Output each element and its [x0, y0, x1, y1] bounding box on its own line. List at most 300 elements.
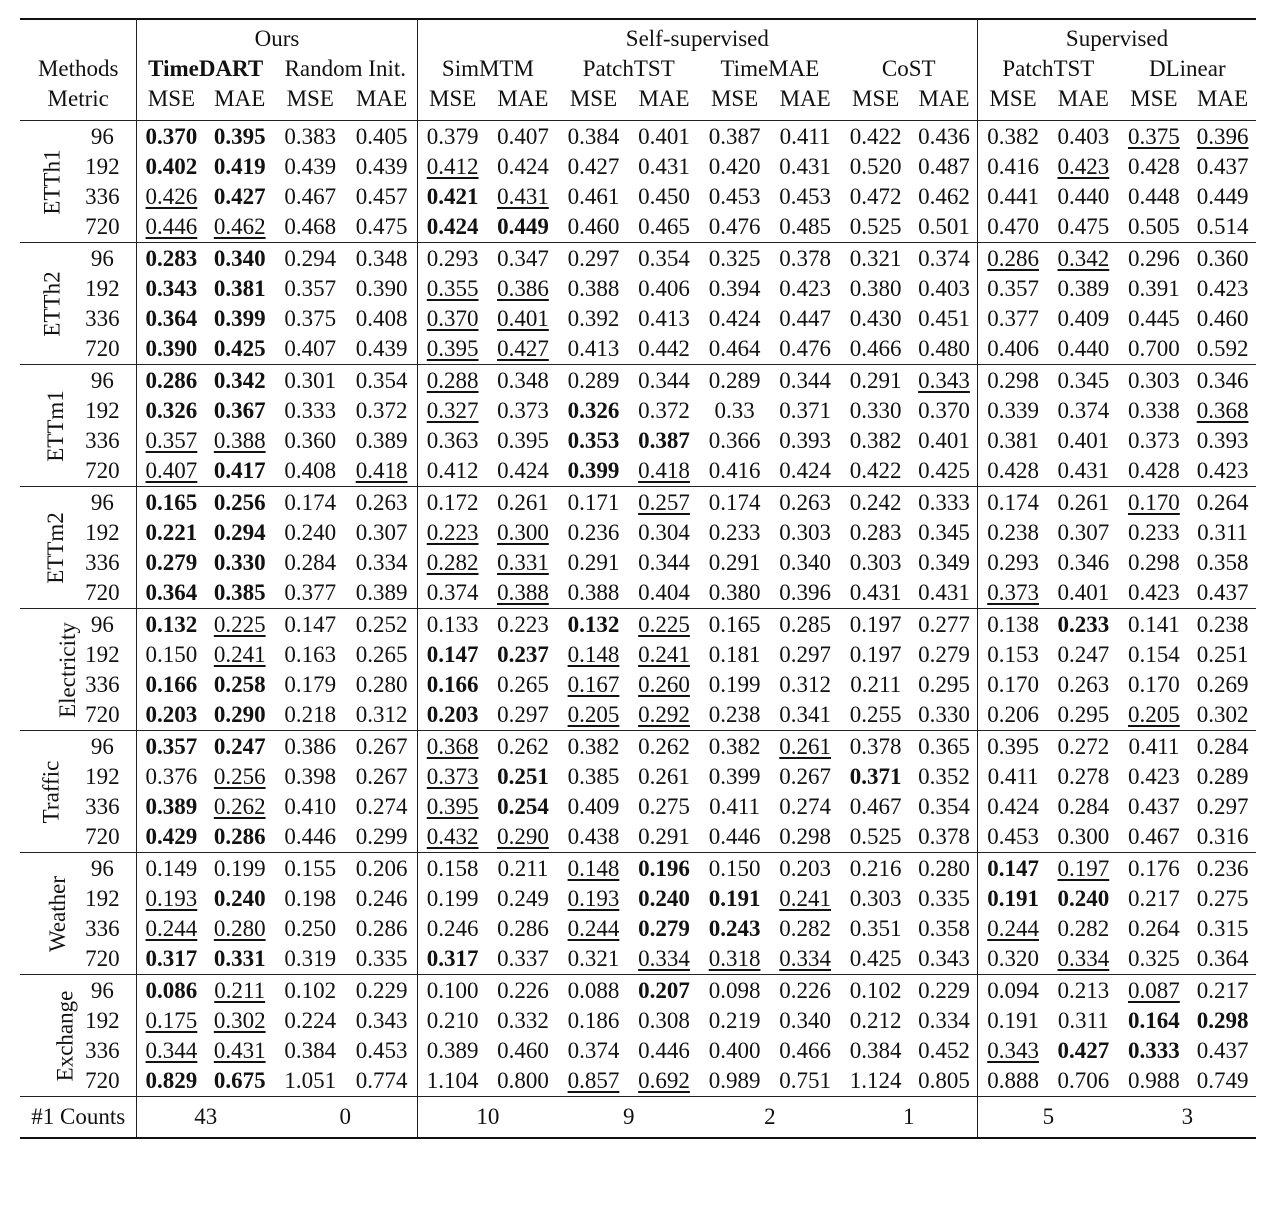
mae-cell: 0.233 [1057, 612, 1110, 637]
mse-cell: 0.102 [284, 978, 337, 1003]
table-row [20, 974, 1256, 1006]
horizon-cell: 192 [68, 518, 137, 548]
dataset-label: ETTh2 [39, 271, 65, 337]
mse-cell: 0.148 [567, 856, 620, 881]
mae-cell: 0.252 [347, 608, 418, 640]
mse-cell: 0.344 [145, 1038, 198, 1063]
mse-cell: 0.199 [426, 886, 479, 911]
mae-cell: 0.774 [347, 1066, 418, 1096]
mae-cell: 0.387 [638, 428, 690, 453]
mae-cell: 0.371 [779, 398, 831, 423]
table-row [20, 426, 1256, 456]
mae-cell: 0.480 [911, 334, 978, 364]
mae-cell: 0.315 [1196, 916, 1249, 941]
table-row [20, 304, 1256, 334]
mae-cell: 0.274 [347, 792, 418, 822]
mae-cell: 0.436 [911, 120, 978, 152]
table-row [20, 762, 1256, 792]
mae-cell: 0.343 [911, 944, 978, 974]
mse-cell: 0.380 [849, 276, 902, 301]
horizon-cell: 336 [68, 914, 137, 944]
mae-cell: 0.225 [213, 612, 266, 637]
horizon-cell: 336 [68, 792, 137, 822]
group-self-supervised: Self-supervised [417, 18, 977, 54]
mae-cell: 0.675 [213, 1068, 266, 1093]
mae-cell: 0.389 [347, 578, 418, 608]
mse-cell: 0.326 [567, 398, 620, 423]
mse-cell: 0.343 [145, 276, 198, 301]
metric-mae: MAE [638, 86, 690, 111]
mse-cell: 0.438 [567, 824, 620, 849]
mae-cell: 0.485 [779, 214, 831, 239]
mse-cell: 0.203 [426, 702, 479, 727]
mse-cell: 0.428 [1128, 154, 1180, 179]
mse-cell: 0.224 [284, 1008, 337, 1033]
mse-cell: 0.366 [708, 428, 761, 453]
mse-cell: 0.339 [987, 398, 1039, 423]
table-row [20, 578, 1256, 608]
metric-mse: MSE [569, 86, 618, 111]
mae-cell: 0.372 [638, 398, 690, 423]
mae-cell: 0.275 [1196, 886, 1249, 911]
mse-cell: 0.426 [145, 184, 198, 209]
mse-cell: 0.319 [284, 946, 337, 971]
header-row-groups [20, 18, 1256, 54]
mse-cell: 0.100 [426, 978, 479, 1003]
dataset-label: ETTm2 [42, 512, 68, 584]
table-row [20, 242, 1256, 274]
horizon-cell: 96 [68, 486, 137, 518]
mae-cell: 0.352 [911, 762, 978, 792]
table-row [20, 364, 1256, 396]
mse-cell: 0.240 [284, 520, 337, 545]
mae-cell: 0.337 [497, 946, 549, 971]
mse-cell: 0.166 [426, 672, 479, 697]
mse-cell: 0.370 [145, 124, 198, 149]
mse-cell: 0.422 [849, 124, 902, 149]
header-row-methods [20, 54, 1256, 84]
mse-cell: 0.374 [426, 580, 479, 605]
mse-cell: 0.094 [987, 978, 1039, 1003]
mse-cell: 0.166 [145, 672, 198, 697]
mae-cell: 0.401 [911, 426, 978, 456]
mse-cell: 0.264 [1128, 916, 1180, 941]
dataset-label: Traffic [38, 760, 64, 824]
mse-cell: 0.291 [849, 368, 902, 393]
mse-cell: 0.446 [284, 824, 337, 849]
mse-cell: 0.398 [284, 764, 337, 789]
mae-cell: 0.465 [638, 214, 690, 239]
mae-cell: 0.262 [213, 794, 266, 819]
count-cell: 2 [764, 1104, 776, 1129]
mae-cell: 0.333 [911, 486, 978, 518]
mae-cell: 0.206 [347, 852, 418, 884]
mae-cell: 0.240 [1057, 886, 1110, 911]
mae-cell: 0.197 [1057, 856, 1110, 881]
mae-cell: 0.373 [497, 398, 549, 423]
mse-cell: 0.205 [1128, 702, 1180, 727]
method-cost: CoST [840, 54, 977, 84]
mae-cell: 0.427 [497, 336, 549, 361]
metric-mae: MAE [1197, 86, 1249, 111]
mse-cell: 0.138 [987, 612, 1039, 637]
mse-cell: 0.164 [1128, 1008, 1180, 1033]
dataset-name [20, 852, 71, 974]
mse-cell: 0.191 [987, 886, 1039, 911]
mae-cell: 0.226 [497, 978, 549, 1003]
mae-cell: 0.286 [347, 914, 418, 944]
mse-cell: 0.399 [567, 458, 620, 483]
mse-cell: 0.428 [1128, 458, 1180, 483]
mse-cell: 0.466 [849, 336, 902, 361]
horizon-cell: 336 [68, 670, 137, 700]
mse-cell: 0.238 [987, 520, 1039, 545]
mae-cell: 0.447 [779, 306, 831, 331]
mse-cell: 0.293 [987, 550, 1039, 575]
mse-cell: 0.423 [1128, 580, 1180, 605]
mse-cell: 0.170 [1128, 490, 1180, 515]
mae-cell: 0.238 [1196, 612, 1249, 637]
mse-cell: 0.216 [849, 856, 902, 881]
mse-cell: 0.286 [145, 368, 198, 393]
mse-cell: 0.408 [284, 458, 337, 483]
mse-cell: 0.296 [1128, 246, 1180, 271]
mae-cell: 0.282 [779, 916, 831, 941]
mae-cell: 0.452 [911, 1036, 978, 1066]
mse-cell: 0.303 [849, 550, 902, 575]
metric-mse: MSE [989, 86, 1037, 111]
mae-cell: 0.280 [911, 852, 978, 884]
mae-cell: 0.431 [638, 154, 690, 179]
metric-mae: MAE [1057, 86, 1109, 111]
mae-cell: 0.251 [497, 764, 549, 789]
mae-cell: 0.199 [213, 856, 266, 881]
mse-cell: 0.149 [145, 856, 198, 881]
mse-cell: 0.375 [284, 306, 337, 331]
count-cell: 43 [194, 1104, 218, 1129]
mae-cell: 0.348 [347, 242, 418, 274]
horizon-cell: 336 [68, 548, 137, 578]
horizon-cell: 192 [68, 152, 137, 182]
mae-cell: 0.307 [1057, 520, 1110, 545]
mae-cell: 0.265 [497, 672, 549, 697]
mae-cell: 0.395 [497, 428, 549, 453]
mae-cell: 0.349 [911, 548, 978, 578]
mse-cell: 0.432 [426, 824, 479, 849]
horizon-cell: 720 [68, 1066, 137, 1096]
horizon-cell: 96 [68, 852, 137, 884]
mae-cell: 0.256 [213, 764, 266, 789]
mse-cell: 0.370 [426, 306, 479, 331]
mae-cell: 0.389 [347, 426, 418, 456]
mse-cell: 0.374 [567, 1038, 620, 1063]
mae-cell: 0.290 [497, 824, 549, 849]
mae-cell: 0.423 [1057, 154, 1110, 179]
mse-cell: 0.221 [145, 520, 198, 545]
mse-cell: 0.382 [987, 124, 1039, 149]
dataset-name [20, 364, 68, 486]
dataset-label: Weather [45, 875, 71, 953]
mse-cell: 0.163 [284, 642, 337, 667]
table-row [20, 212, 1256, 242]
dataset-name [20, 974, 78, 1096]
mae-cell: 0.345 [911, 518, 978, 548]
metric-mae: MAE [347, 84, 418, 120]
mse-cell: 0.279 [145, 550, 198, 575]
mae-cell: 0.247 [213, 734, 266, 759]
mae-cell: 0.406 [638, 276, 690, 301]
mse-cell: 0.476 [708, 214, 761, 239]
mse-cell: 0.409 [567, 794, 620, 819]
mae-cell: 0.431 [1057, 458, 1110, 483]
mse-cell: 0.378 [849, 734, 902, 759]
mae-cell: 0.449 [1196, 184, 1249, 209]
mae-cell: 0.300 [497, 520, 549, 545]
mae-cell: 0.431 [779, 154, 831, 179]
mae-cell: 0.475 [1057, 214, 1110, 239]
count-cell: 9 [623, 1104, 635, 1129]
mse-cell: 0.437 [1128, 794, 1180, 819]
horizon-cell: 96 [68, 242, 137, 274]
mse-cell: 0.244 [987, 916, 1039, 941]
mae-cell: 0.378 [911, 822, 978, 852]
mae-cell: 0.312 [347, 700, 418, 730]
mse-cell: 0.206 [987, 702, 1039, 727]
mae-cell: 0.381 [213, 276, 266, 301]
mae-cell: 0.241 [213, 642, 266, 667]
mse-cell: 0.413 [567, 336, 620, 361]
table-row [20, 486, 1256, 518]
mse-cell: 0.284 [284, 550, 337, 575]
mse-cell: 0.217 [1128, 886, 1180, 911]
mae-cell: 0.425 [213, 336, 266, 361]
mae-cell: 0.334 [347, 548, 418, 578]
mae-cell: 0.411 [779, 124, 831, 149]
mse-cell: 0.446 [145, 214, 198, 239]
mse-cell: 0.246 [426, 916, 479, 941]
mae-cell: 0.263 [1057, 672, 1110, 697]
table-row [20, 518, 1256, 548]
mae-cell: 0.257 [638, 490, 690, 515]
mae-cell: 0.263 [347, 486, 418, 518]
mse-cell: 0.086 [145, 978, 198, 1003]
mse-cell: 0.390 [145, 336, 198, 361]
mse-cell: 0.472 [849, 184, 902, 209]
horizon-cell: 192 [68, 1006, 137, 1036]
mae-cell: 0.374 [911, 242, 978, 274]
mae-cell: 0.348 [497, 368, 549, 393]
mse-cell: 0.429 [145, 824, 198, 849]
mse-cell: 0.453 [987, 824, 1039, 849]
mae-cell: 0.592 [1196, 336, 1249, 361]
mse-cell: 0.371 [849, 764, 902, 789]
mse-cell: 0.368 [426, 734, 479, 759]
mae-cell: 0.334 [638, 946, 690, 971]
mse-cell: 0.392 [567, 306, 620, 331]
mae-cell: 0.440 [1057, 184, 1110, 209]
mse-cell: 0.357 [145, 428, 198, 453]
mae-cell: 0.385 [213, 580, 266, 605]
table-row [20, 1036, 1256, 1066]
mse-cell: 0.198 [284, 886, 337, 911]
mse-cell: 0.193 [567, 886, 620, 911]
mae-cell: 0.311 [1057, 1008, 1109, 1033]
mse-cell: 0.191 [987, 1008, 1039, 1033]
mae-cell: 0.269 [1196, 672, 1249, 697]
mse-cell: 0.212 [849, 1008, 902, 1033]
mse-cell: 0.289 [708, 368, 761, 393]
mse-cell: 0.154 [1128, 642, 1180, 667]
horizon-cell: 720 [68, 944, 137, 974]
mse-cell: 0.288 [426, 368, 479, 393]
mae-cell: 0.451 [911, 304, 978, 334]
count-cell: 5 [1042, 1104, 1055, 1129]
mse-cell: 0.155 [284, 856, 337, 881]
mae-cell: 0.284 [1057, 794, 1110, 819]
method-simmtm: SimMTM [441, 56, 534, 81]
mae-cell: 0.290 [213, 702, 266, 727]
mse-cell: 0.293 [426, 246, 479, 271]
mae-cell: 0.237 [497, 642, 549, 667]
mae-cell: 0.360 [1196, 246, 1249, 271]
mae-cell: 0.427 [213, 184, 266, 209]
mse-cell: 0.291 [567, 550, 620, 575]
mse-cell: 0.468 [284, 214, 337, 239]
mse-cell: 0.384 [849, 1038, 902, 1063]
mse-cell: 0.373 [1128, 428, 1180, 453]
mae-cell: 0.335 [911, 884, 978, 914]
mse-cell: 0.303 [849, 886, 902, 911]
mse-cell: 0.446 [708, 824, 761, 849]
mse-cell: 0.445 [1128, 306, 1180, 331]
counts-row [20, 1096, 1256, 1138]
table-row [20, 274, 1256, 304]
table-row [20, 1066, 1256, 1096]
mse-cell: 0.406 [987, 336, 1039, 361]
table-row [20, 700, 1256, 730]
count-cell: 10 [476, 1104, 500, 1129]
mse-cell: 0.297 [567, 246, 620, 271]
horizon-cell: 720 [68, 822, 137, 852]
mse-cell: 0.373 [426, 764, 479, 789]
metric-mse: MSE [147, 86, 196, 111]
mae-cell: 0.418 [347, 456, 418, 486]
mse-cell: 0.382 [567, 734, 620, 759]
mse-cell: 0.357 [284, 276, 337, 301]
mse-cell: 0.317 [145, 946, 198, 971]
mse-cell: 1.104 [426, 1068, 479, 1093]
mae-cell: 0.370 [911, 396, 978, 426]
block-rule [20, 608, 1256, 609]
mae-cell: 0.409 [1057, 306, 1110, 331]
mae-cell: 0.225 [638, 612, 690, 637]
mse-cell: 0.199 [708, 672, 761, 697]
mse-cell: 0.150 [708, 856, 761, 881]
mae-cell: 0.261 [779, 734, 831, 759]
mse-cell: 0.170 [1128, 672, 1180, 697]
metric-mae: MAE [497, 86, 549, 111]
mse-cell: 0.377 [987, 306, 1039, 331]
mse-cell: 0.244 [145, 916, 198, 941]
mae-cell: 0.460 [1196, 306, 1249, 331]
mae-cell: 0.423 [1196, 458, 1249, 483]
mse-cell: 0.424 [987, 794, 1039, 819]
mae-cell: 0.340 [213, 246, 266, 271]
mae-cell: 0.476 [779, 336, 831, 361]
mae-cell: 0.241 [638, 642, 690, 667]
mae-cell: 0.256 [213, 490, 266, 515]
mse-cell: 0.421 [426, 184, 479, 209]
mse-cell: 0.197 [849, 612, 902, 637]
mae-cell: 0.236 [1196, 856, 1249, 881]
mse-cell: 0.399 [708, 764, 761, 789]
mae-cell: 0.354 [911, 792, 978, 822]
mse-cell: 0.244 [567, 916, 620, 941]
mse-cell: 0.364 [145, 580, 198, 605]
mse-cell: 0.175 [145, 1008, 198, 1033]
mae-cell: 0.423 [1196, 276, 1249, 301]
mse-cell: 0.382 [708, 734, 761, 759]
mse-cell: 0.381 [987, 428, 1039, 453]
mse-cell: 0.191 [708, 886, 761, 911]
metric-mse: MSE [1130, 86, 1178, 111]
horizon-cell: 720 [68, 456, 137, 486]
mse-cell: 0.088 [567, 978, 620, 1003]
mse-cell: 0.181 [708, 642, 761, 667]
horizon-cell: 96 [68, 974, 137, 1006]
mae-cell: 0.246 [347, 884, 418, 914]
mae-cell: 0.265 [347, 640, 418, 670]
mse-cell: 0.525 [849, 214, 902, 239]
mae-cell: 0.286 [497, 916, 549, 941]
mse-cell: 0.148 [567, 642, 620, 667]
horizon-cell: 720 [68, 578, 137, 608]
mse-cell: 0.407 [145, 458, 198, 483]
mse-cell: 0.424 [708, 306, 761, 331]
mae-cell: 0.211 [497, 856, 549, 881]
mse-cell: 0.395 [426, 794, 479, 819]
horizon-cell: 336 [68, 304, 137, 334]
mae-cell: 0.331 [213, 946, 266, 971]
table-row [20, 852, 1256, 884]
table-row [20, 1006, 1256, 1036]
mse-cell: 0.400 [708, 1038, 761, 1063]
mae-cell: 0.302 [213, 1008, 266, 1033]
results-table [20, 18, 1256, 1138]
mae-cell: 0.196 [638, 856, 690, 881]
mae-cell: 0.437 [1196, 1038, 1249, 1063]
dataset-name [20, 242, 68, 364]
mse-cell: 0.360 [284, 428, 337, 453]
mae-cell: 0.344 [638, 368, 690, 393]
mse-cell: 0.298 [1128, 550, 1180, 575]
mse-cell: 0.150 [145, 642, 198, 667]
mse-cell: 0.416 [708, 458, 761, 483]
mae-cell: 0.240 [638, 886, 690, 911]
mae-cell: 0.330 [213, 550, 266, 575]
horizon-cell: 720 [68, 334, 137, 364]
mae-cell: 0.292 [638, 702, 690, 727]
counts-label: #1 Counts [20, 1096, 137, 1138]
horizon-cell: 336 [68, 426, 137, 456]
mae-cell: 0.368 [1196, 398, 1249, 423]
mae-cell: 0.297 [779, 642, 831, 667]
table-row [20, 914, 1256, 944]
horizon-cell: 96 [68, 120, 137, 152]
mse-cell: 0.427 [567, 154, 620, 179]
mse-cell: 0.422 [849, 458, 902, 483]
mse-cell: 0.141 [1128, 612, 1180, 637]
